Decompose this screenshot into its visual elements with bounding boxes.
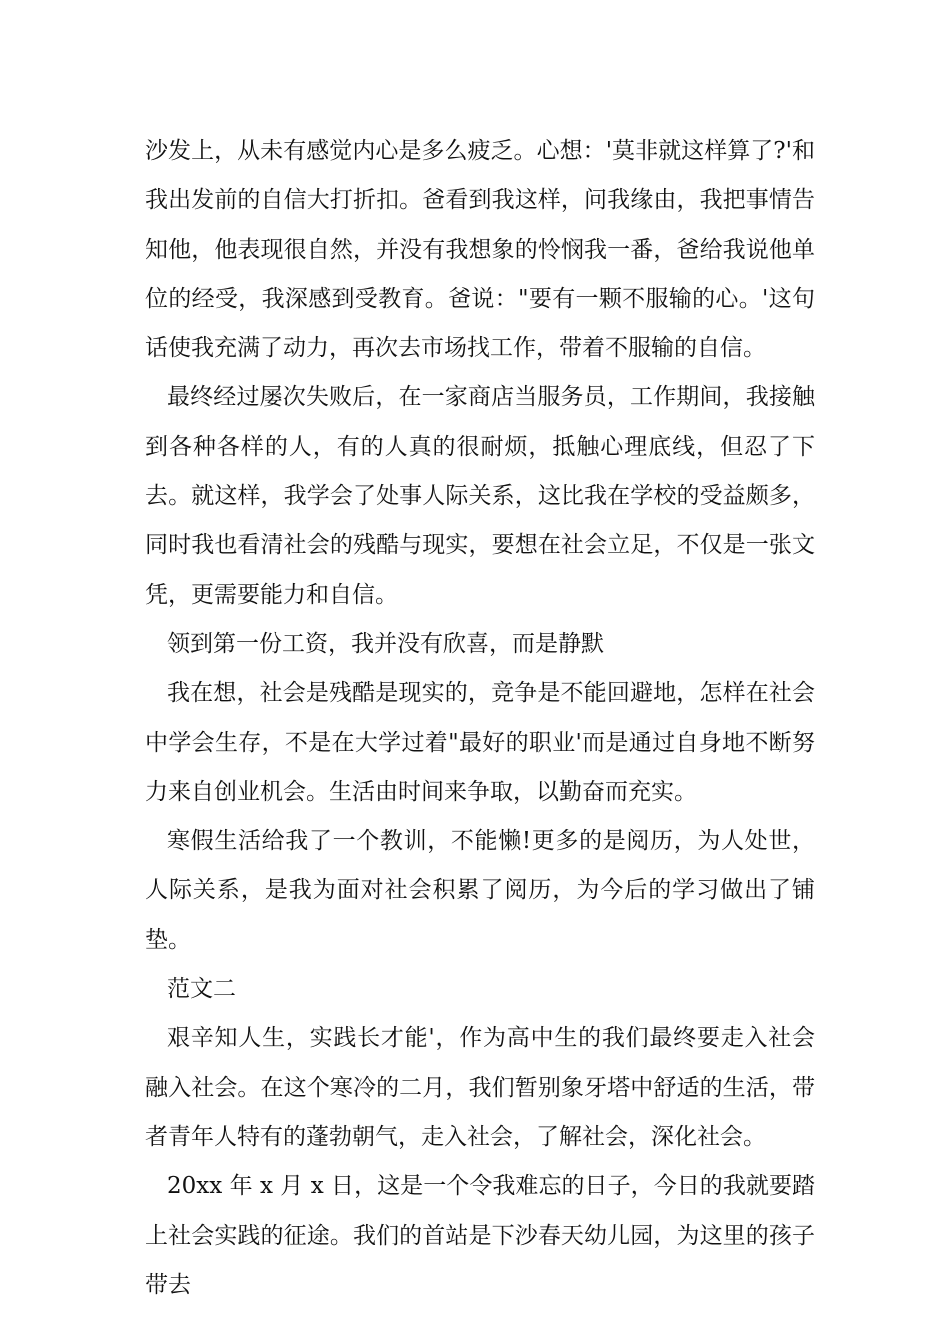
paragraph-practice-date: 20xx 年 x 月 x 日，这是一个令我难忘的日子，今日的我就要踏上社会实践的征途。我们的首站是下沙春天幼儿园，为这里的孩子带去	[145, 1173, 815, 1298]
section-heading-sample-two: 范文二	[167, 976, 236, 1003]
paragraph-continued-sofa: 沙发上，从未有感觉内心是多么疲乏。心想：'莫非就这样算了?'和我出发前的自信大打折扣。爸看到我这样，问我缘由，我把事情告知他，他表现很自然，并没有我想象的怜悯我一番，爸给我说他单位的经受，我深感到受教育。爸说："要有一颗不服输的心。'这句话使我充满了动力，再次去市场找工作，带着不服输的自信。	[145, 138, 815, 362]
paragraph-shop-work: 最终经过屡次失败后，在一家商店当服务员，工作期间，我接触到各种各样的人，有的人真的很耐烦，抵触心理底线，但忍了下去。就这样，我学会了处事人际关系，这比我在学校的受益颇多，同时我也看清社会的残酷与现实，要想在社会立足，不仅是一张文凭，更需要能力和自信。	[145, 384, 815, 608]
paragraph-first-salary: 领到第一份工资，我并没有欣喜，而是静默	[167, 630, 604, 657]
document-body	[145, 127, 815, 1310]
paragraph-winter-lesson: 寒假生活给我了一个教训，不能懒!更多的是阅历，为人处世，人际关系，是我为面对社会积累了阅历，为今后的学习做出了铺垫。	[145, 828, 815, 953]
paragraph-society-reflection: 我在想，社会是残酷是现实的，竞争是不能回避地，怎样在社会中学会生存，不是在大学过着"最好的职业'而是通过自身地不断努力来自创业机会。生活由时间来争取，以勤奋而充实。	[145, 680, 815, 805]
paragraph-practice-intro: 艰辛知人生，实践长才能'，作为高中生的我们最终要走入社会融入社会。在这个寒冷的二月，我们暂别象牙塔中舒适的生活，带者青年人特有的蓬勃朝气，走入社会，了解社会，深化社会。	[145, 1025, 815, 1150]
